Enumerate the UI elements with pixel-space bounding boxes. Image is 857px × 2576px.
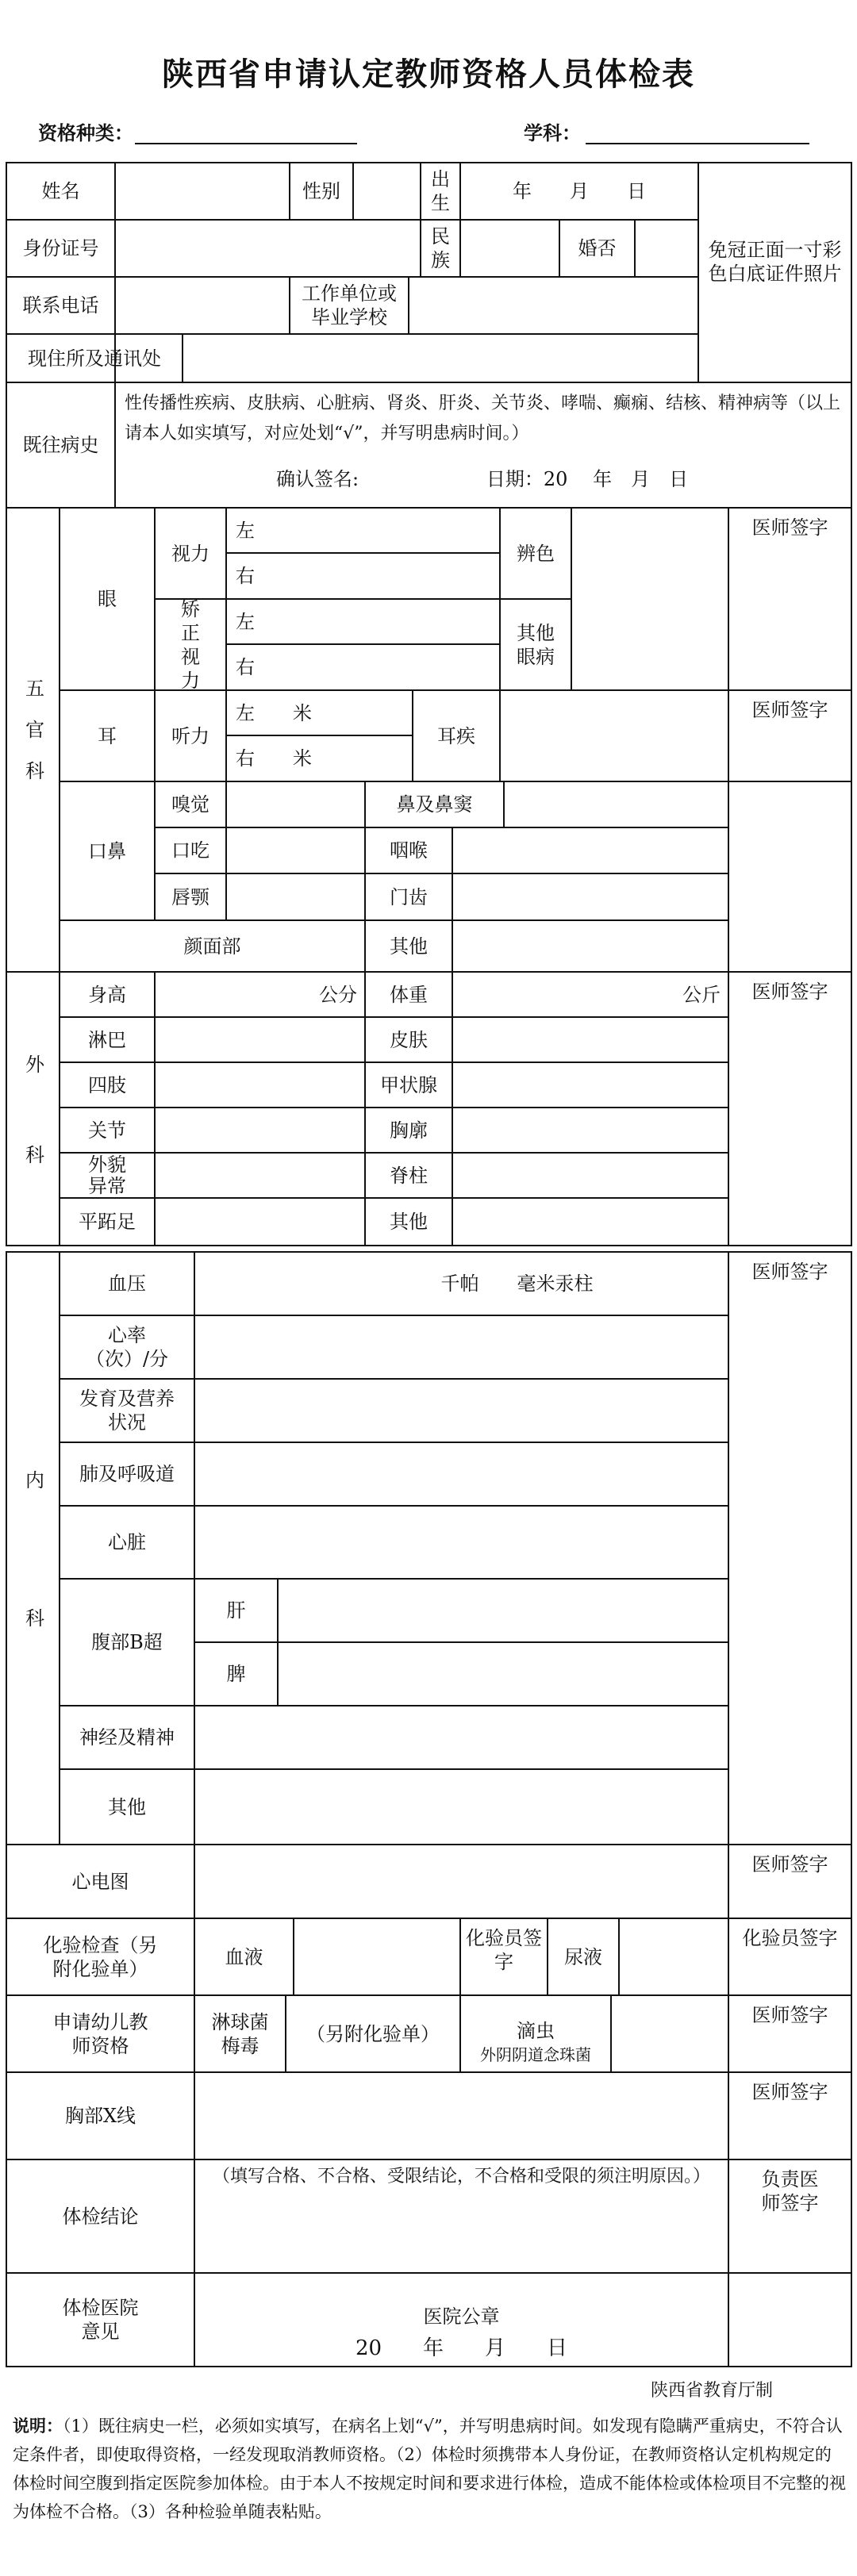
height-field[interactable]: 公分: [319, 983, 357, 1006]
name-field[interactable]: [115, 163, 290, 220]
smell-label: 嗅觉: [171, 793, 209, 816]
ear-label: 耳: [98, 724, 117, 747]
surgery-other-label: 其他: [390, 1211, 428, 1233]
address-label: 现住所及通讯处: [28, 347, 161, 370]
photo-box[interactable]: 免冠正面一寸彩色白底证件照片: [708, 239, 842, 285]
ecg-label: 心电图: [71, 1870, 129, 1893]
lymph-label: 淋巴: [88, 1028, 126, 1051]
confirm-sign-label: 确认签名:: [275, 468, 359, 490]
thorax-label: 胸廓: [390, 1119, 428, 1142]
notes: [13, 2412, 846, 2526]
issuing-agency: 陕西省教育厅制: [651, 2381, 774, 2401]
hearing-label: 听力: [171, 724, 209, 747]
eye-doctor-sign[interactable]: 医师签字: [751, 516, 828, 539]
phone-field[interactable]: [115, 277, 290, 334]
weight-label: 体重: [390, 983, 428, 1006]
corrected-left-field[interactable]: 左: [236, 610, 255, 633]
height-label: 身高: [88, 983, 126, 1006]
hearing-left-field[interactable]: 左 米: [236, 701, 312, 724]
liver-label: 肝: [226, 1599, 246, 1622]
hospital-label: 体检医院意见: [62, 2297, 139, 2343]
seal-date[interactable]: 20 年 月 日: [355, 2336, 568, 2360]
id-no-label: 身份证号: [22, 237, 99, 259]
ecg-doctor-sign[interactable]: 医师签字: [751, 1853, 828, 1875]
vision-right-field[interactable]: 右: [236, 565, 255, 587]
bp-field[interactable]: 千帕 毫米汞柱: [440, 1273, 594, 1295]
surgery-section-label: 外科: [21, 1054, 44, 1235]
history-date[interactable]: 日期：20 年 月 日: [486, 468, 689, 490]
corrected-vision-label: 矫正视力: [181, 597, 200, 692]
mouth-nose-label: 口鼻: [88, 839, 126, 862]
notes-label: 说明：: [13, 2416, 63, 2436]
sinus-label: 鼻及鼻窦: [396, 793, 473, 816]
other-eye-field[interactable]: [571, 599, 728, 690]
joint-label: 关节: [88, 1119, 126, 1142]
facial-other-label: 其他: [390, 935, 428, 958]
ear-disease-label: 耳疾: [437, 724, 475, 747]
kinder-doctor-sign[interactable]: 医师签字: [751, 2004, 828, 2026]
eye-label: 眼: [98, 588, 117, 610]
appearance-label: 外貌异常: [88, 1154, 126, 1197]
abdomen-label: 腹部B超: [91, 1631, 163, 1653]
hr-label: 心率（次）/分: [85, 1324, 169, 1370]
kinder-label: 申请幼儿教师资格: [52, 2010, 148, 2057]
ethnic-label: 民族: [431, 225, 450, 271]
conclusion-field[interactable]: （填写合格、不合格、受限结论，不合格和受限的须注明原因。）: [212, 2167, 710, 2186]
lab-label: 化验检查（另附化验单）: [43, 1933, 158, 1980]
skin-label: 皮肤: [390, 1028, 428, 1051]
internal-doctor-sign[interactable]: 医师签字: [751, 1261, 828, 1283]
heart-label: 心脏: [108, 1531, 146, 1553]
neuro-label: 神经及精神: [79, 1726, 175, 1749]
facial-section-label: 五官科: [21, 678, 44, 802]
gender-field[interactable]: [353, 163, 421, 220]
urine-label: 尿液: [564, 1945, 602, 1968]
attach-note: （另附化验单）: [306, 2022, 440, 2045]
weight-field[interactable]: 公斤: [682, 983, 721, 1006]
bp-label: 血压: [108, 1273, 146, 1295]
hearing-right-field[interactable]: 右 米: [236, 747, 312, 770]
ethnic-field[interactable]: [460, 220, 559, 277]
trich-label: 滴虫: [517, 2020, 555, 2042]
id-no-field[interactable]: [115, 220, 421, 277]
blood-label: 血液: [225, 1945, 263, 1968]
form-title: 陕西省申请认定教师资格人员体检表: [162, 56, 695, 93]
lab-signer-label: 化验员签字: [466, 1927, 542, 1973]
conclusion-label: 体检结论: [62, 2205, 139, 2228]
trich-sub-label: 外阴阴道念珠菌: [480, 2044, 591, 2064]
gonorrhea-label: 淋球菌梅毒: [211, 2010, 269, 2057]
face-label: 颜面部: [183, 935, 241, 958]
birth-date-field[interactable]: 年 月 日: [513, 180, 646, 202]
ear-doctor-sign[interactable]: 医师签字: [751, 699, 828, 721]
married-field[interactable]: [635, 220, 698, 277]
color-label: 辨色: [517, 542, 555, 565]
spleen-label: 脾: [226, 1663, 246, 1685]
confirm-sign-field[interactable]: [373, 463, 476, 495]
mouth-doctor-sign[interactable]: [728, 781, 851, 972]
spine-label: 脊柱: [390, 1164, 428, 1187]
internal-other-label: 其他: [108, 1795, 146, 1818]
work-unit-field[interactable]: [409, 277, 698, 334]
stutter-label: 口吃: [171, 839, 209, 862]
internal-section-label: 内科: [21, 1469, 44, 1746]
address-field[interactable]: [183, 334, 851, 382]
history-text: 性传播性疾病、皮肤病、心脏病、肾炎、肝炎、关节炎、哮喘、癫痫、结核、精神病等（以上请本人如实填写，对应处划“√”，并写明患病时间。）: [125, 394, 841, 443]
history-label: 既往病史: [22, 434, 99, 456]
gender-label: 性别: [302, 180, 340, 202]
teeth-label: 门齿: [390, 885, 428, 908]
nutrition-label: 发育及营养状况: [79, 1388, 175, 1434]
birth-label: 出生: [431, 168, 450, 214]
chief-doctor-sign[interactable]: 负责医师签字: [761, 2168, 819, 2214]
work-unit-label: 工作单位或毕业学校: [302, 282, 397, 328]
vision-left-field[interactable]: 左: [236, 519, 255, 542]
qual-type-label: 资格种类：: [38, 121, 133, 144]
throat-label: 咽喉: [390, 839, 428, 862]
corrected-right-field[interactable]: 右: [236, 656, 255, 678]
vision-label: 视力: [171, 542, 209, 565]
lung-label: 肺及呼吸道: [79, 1463, 175, 1485]
hospital-seal[interactable]: 医院公章: [423, 2305, 500, 2328]
xray-label: 胸部X线: [64, 2105, 136, 2127]
ear-disease-field[interactable]: [500, 690, 728, 781]
phone-label: 联系电话: [22, 294, 99, 317]
color-field[interactable]: [571, 508, 728, 599]
notes-text: （1）既往病史一栏，必须如实填写，在病名上划“√”，并写明患病时间。如发现有隐瞒严重病史，不符合认定条件者，即使取得资格，一经发现取消教师资格。（2）体检时须携带本人身份证，在教师资格认定机构规定的体检时间空腹到指定医院参加体检。由于本人不按规定时间和要求进行体检，造成不能体检或体检项目不完整的视为体检不合格。（3）各种检验单随表粘贴。: [13, 2417, 846, 2521]
lab-sign[interactable]: 化验员签字: [742, 1927, 838, 1949]
married-label: 婚否: [578, 237, 617, 259]
other-eye-label: 其他眼病: [517, 621, 555, 668]
xray-doctor-sign[interactable]: 医师签字: [751, 2081, 828, 2103]
thyroid-label: 甲状腺: [380, 1073, 437, 1096]
surgery-doctor-sign[interactable]: 医师签字: [751, 981, 828, 1003]
lip-label: 唇颚: [171, 885, 209, 908]
name-label: 姓名: [41, 180, 80, 202]
blood-field[interactable]: [294, 1918, 460, 1995]
flatfoot-label: 平跖足: [79, 1211, 136, 1233]
subject-label: 学科：: [524, 121, 581, 144]
limbs-label: 四肢: [88, 1073, 126, 1096]
